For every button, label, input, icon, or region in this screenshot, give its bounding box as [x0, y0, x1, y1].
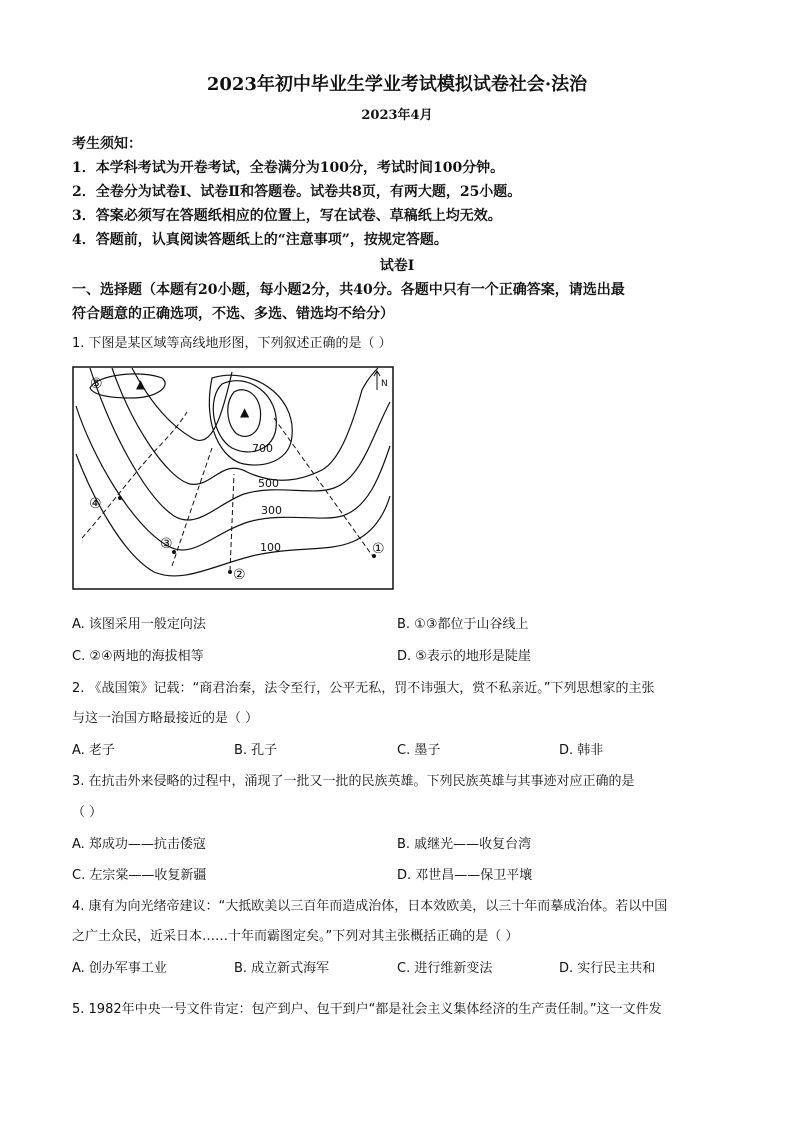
- notice-item-4: 4．答题前，认真阅读答题纸上的“注意事项”，按规定答题。: [72, 232, 448, 248]
- contour-label-500: 500: [258, 477, 279, 490]
- question-2-stem-line-2: 与这一治国方略最接近的是（ ）: [72, 711, 259, 726]
- q1-option-b: B. ①③都位于山谷线上: [397, 617, 529, 632]
- notice-heading: 考生须知：: [72, 136, 142, 152]
- q2-option-d: D. 韩非: [559, 743, 604, 758]
- notice-item-2: 2．全卷分为试卷Ⅰ、试卷Ⅱ和答题卷。试卷共8页，有两大题，25小题。: [72, 184, 522, 200]
- question-1-stem: 1. 下图是某区域等高线地形图，下列叙述正确的是（ ）: [72, 336, 392, 351]
- notice-item-3: 3．答案必须写在答题纸相应的位置上，写在试卷、草稿纸上均无效。: [72, 208, 502, 224]
- q1-option-d: D. ⑤表示的地形是陡崖: [397, 649, 531, 664]
- notice-item-1: 1．本学科考试为开卷考试，全卷满分为100分，考试时间100分钟。: [72, 160, 505, 176]
- question-5-stem-line-1: 5. 1982年中央一号文件肯定：包产到户、包干到户“都是社会主义集体经济的生产责任制。”这一文件发: [72, 1002, 662, 1017]
- q3-option-a: A. 郑成功——抗击倭寇: [72, 837, 206, 852]
- q4-option-b: B. 成立新式海军: [234, 961, 330, 976]
- contour-label-300: 300: [261, 504, 282, 517]
- q3-option-d: D. 邓世昌——保卫平壤: [397, 868, 533, 883]
- q1-option-a: A. 该图采用一般定向法: [72, 617, 206, 632]
- q2-option-b: B. 孔子: [234, 743, 278, 758]
- question-3-stem-line-1: 3. 在抗击外来侵略的过程中，涌现了一批又一批的民族英雄。下列民族英雄与其事迹对应正确的是: [72, 774, 635, 789]
- marker-3: ③: [160, 536, 173, 552]
- contour-map: [72, 366, 394, 590]
- point-dot: [118, 496, 122, 500]
- q4-option-c: C. 进行维新变法: [397, 961, 493, 976]
- contour-label-100: 100: [260, 541, 281, 554]
- peak-icon: ▲: [240, 405, 250, 419]
- marker-4: ④: [89, 496, 102, 512]
- section-intro-line-1: 一、选择题（本题有20小题，每小题2分，共40分。各题中只有一个正确答案，请选出最: [72, 282, 625, 298]
- north-label: N: [381, 379, 388, 389]
- question-3-stem-line-2: （ ）: [72, 805, 103, 820]
- point-dot: [172, 550, 176, 554]
- q4-option-d: D. 实行民主共和: [559, 961, 656, 976]
- q2-option-c: C. 墨子: [397, 743, 441, 758]
- exam-title: 2023年初中毕业生学业考试模拟试卷社会·法治: [206, 74, 588, 95]
- question-4-stem-line-1: 4. 康有为向光绪帝建议：“大抵欧美以三百年而造成治体，日本效欧美，以三十年而摹成治体。若以中国: [72, 899, 668, 914]
- question-4-stem-line-2: 之广土众民，近采日本……十年而霸图定矣。”下列对其主张概括正确的是（ ）: [72, 929, 519, 944]
- point-dot: [228, 570, 232, 574]
- q4-option-a: A. 创办军事工业: [72, 961, 167, 976]
- question-2-stem-line-1: 2. 《战国策》记载：“商君治秦，法令至行，公平无私，罚不讳强大，赏不私亲近。”下列思想家的主张: [72, 681, 655, 696]
- marker-2: ②: [233, 567, 246, 583]
- q2-option-a: A. 老子: [72, 743, 115, 758]
- section-title: 试卷Ⅰ: [379, 258, 415, 274]
- marker-1: ①: [372, 541, 385, 557]
- exam-date: 2023年4月: [361, 108, 433, 123]
- q3-option-b: B. 戚继光——收复台湾: [397, 837, 532, 852]
- contour-label-700: 700: [252, 442, 273, 455]
- q1-option-c: C. ②④两地的海拔相等: [72, 649, 204, 664]
- q3-option-c: C. 左宗棠——收复新疆: [72, 868, 207, 883]
- map-frame: [73, 367, 393, 589]
- marker-5: ⑤: [90, 376, 103, 392]
- peak-icon: ▲: [136, 377, 146, 391]
- section-intro-line-2: 符合题意的正确选项，不选、多选、错选均不给分）: [72, 306, 394, 322]
